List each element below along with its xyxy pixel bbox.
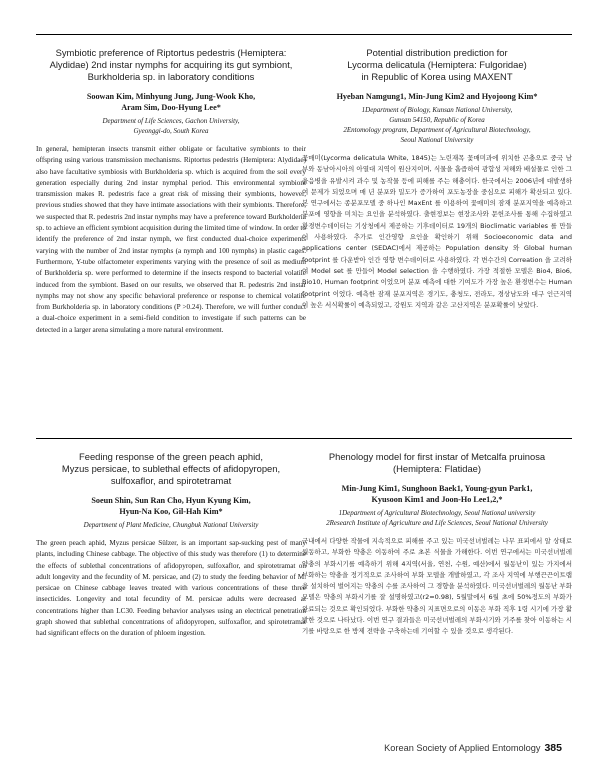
abstract-metcalfa-phenology <box>302 438 572 638</box>
abstract-lycorma-distribution <box>302 34 572 311</box>
abstract-symbiotic-preference <box>36 34 306 336</box>
abstract-authors: Soeun Shin, Sun Ran Cho, Hyun Kyung Kim, Hyun-Na Koo, Gil-Hah Kim* <box>91 496 251 516</box>
society-name: Korean Society of Applied Entomology <box>384 743 541 753</box>
abstract-title: Feeding response of the green peach aphid, Myzus persicae, to sublethal effects of afidopyropen, sulfoxaflor, and spirotetramat <box>61 451 281 486</box>
abstract-title: Potential distribution prediction for Lycorma delicatula (Hemiptera: Fulgoridae) in Republic of Korea using MAXENT <box>347 47 527 82</box>
abstract-title: Symbiotic preference of Riptortus pedestris (Hemiptera: Alydidae) 2nd instar nymphs for acquiring its gut symbiont, Burkholderia sp. in laboratory conditions <box>49 47 293 82</box>
abstract-body: 국내에서 다양한 작물에 지속적으로 피해를 주고 있는 미국선녀벌레는 나무 표피에서 알 상태로 월동하고, 부화한 약충은 이동하여 주로 초본 식물을 가해한다. 이번 연구에서는 미국선녀벌레 약충의 부화시기를 예측하기 위해 4지역(서울, 연천, 수원, 예산)에서 월동난이 있는 가지에서 부화하는 약충을 정기적으로 조사하여 부화 모델을 개발하였고, 각 조사 지역에 부행끈끈이트랩을 설치하여 벌어지는 약충의 수를 조사하여 그 경향을 분석하였다. 미국선녀벌레의 월동난 부화 모델은 약충의 부화시기를 잘 설명하였고(r2=0.98), 5월말에서 6월 초에 50%정도의 부화가 완료되는 것으로 확인되었다. 부화한 약충의 지표면으로의 이동은 부화 직후 1령 시기에 가장 활발한 것으로 나타났다. 이번 연구 결과들은 미국선녀벌레의 부화시기와 기주를 찾아 이동하는 시기를 바탕으로 한 방제 전략을 구축하는데 기여할 수 있을 것으로 생각된다. <box>302 537 572 636</box>
abstract-aphid-feeding-response <box>36 438 306 640</box>
abstract-authors: Hyeban Namgung1, Min-Jung Kim2 and Hyojoong Kim* <box>336 92 538 101</box>
abstract-affiliation: Department of Plant Medicine, Chungbuk National University <box>83 521 259 529</box>
abstract-affiliation: Department of Life Sciences, Gachon University, Gyeonggi-do, South Korea <box>102 117 240 135</box>
page-number: 385 <box>544 742 562 754</box>
page-footer <box>384 742 562 754</box>
abstract-title: Phenology model for first instar of Metcalfa pruinosa (Hemiptera: Flatidae) <box>328 451 546 474</box>
abstract-body: The green peach aphid, Myzus persicae Sülzer, is an important sap-sucking pest of many plants, including Chinese cabbage. The objective of this study was therefore (1) to determine the effects of sublethal concentrations of afidopyropen, sulfoxaflor, and spirotetramat on adult longevity and the fecundity of M. persicae, and (2) to study the feeding behavior of M. persicae on Chinese cabbage leaves treated with various concentrations of these three insecticides. Longevity and total fecundity of M. persicae adults were decreased at concentrations higher than LC30. Feeding behavior analyses using an electrical penetration graph showed that sublethal concentrations of afidopyropen, sulfoxaflor, and spirotetramat had significant effects on the duration of phloem ingestion. <box>36 539 306 638</box>
abstract-body: In general, hemipteran insects transmit either obligate or facultative symbionts to their offspring using various transmission mechanisms. Riptortus pedestris (Hemiptera: Alydidae) also have facultative symbiosis with Burkholderia sp. which is acquired from the soil every generation especially during 2nd instar nymphal period. This environmental symbiont transmission makes R. pedestris face a great risk of missing their symbionts, however, previous studies showed that they have intimate associations with their symbionts. Therefore, we suspected that R. pedestris 2nd instar nymphs may have a preference toward Burkholderia sp. to achieve an efficient symbiont acquisition during the limited time of window. In order to identify the preference of 2nd instar nymph, we first conducted dual-choice experiments varying with the number of 2nd instar nymphs (a nymph and 100 nymphs) in plastic cages. Furthermore, Y-tube olfactometer experiments varying with the presence of soil as medium of Burkholderia sp. were performed to determine if the insects respond to bacterial volatile induced from the symbiont. Based on our results, we observed that R. pedestris 2nd instar nymphs may not show any specific behavioral preference or response to chemical volatile from Burkholderia sp. in laboratory conditions (P >0.24). Therefore, we will further conduct a dual-choice experiment in a semi-field condition to investigate if such patterns can be detected in a larger arena simulating a more natural environment. <box>36 145 306 334</box>
abstract-body: 꽃매미(Lycorma delicatula White, 1845)는 노린재목 꽃매미과에 위치한 곤충으로 중국 남부와 동남아시아의 아열대 지역이 원산지이며, 식물을 흡즙하여 광합성 저해와 배설물로 인한 그을음병을 유발시켜 과수 및 농작물 등에 피해를 주는 해충이다. 한국에서는 2006년에 대발생하여 문제가 되었으며 매 년 분포와 밀도가 증가하여 포도농장을 중심으로 피해가 확산되고 있다. 본 연구에서는 종분포모델 중 하나인 MaxEnt 를 이용하여 꽃매미의 잠재 분포지역을 예측하고 분포에 영향을 미치는 요인을 분석하였다. 출현정보는 현장조사와 문헌조사를 통해 수집하였고 환경변수데이터는 기상청에서 제공하는 기후데이터로 19개의 Bioclimatic variables 를 만들어 사용하였다. 추가로 인간영향 요인을 확인하기 위해 Socioeconomic data and applications center (SEDAC)에서 제공하는 Population density 와 Global human footprint 를 다운받아 인간 영향 변수데이터로 사용하였다. 각 변수간의 Correation 을 고려하여 Model set 를 만들어 Model selection 을 수행하였다. 가장 적절한 모델은 Bio4, Bio6, Bio10, Human footprint 이었으며 분포 예측에 대한 기여도가 가장 높은 환경변수는 Human footprint 이었다. 예측한 잠재 분포지역은 경기도, 충청도, 전라도, 경상남도와 대구 인근지역이 높은 서식확률이 예측되었고, 강원도 지역과 같은 고산지역은 분포확률이 낮았다. <box>302 154 572 309</box>
abstract-affiliation: 1Department of Biology, Kunsan National University, Gunsan 54150, Republic of Korea 2Entomology program, Department of Agricultural Biotechnology, Seoul National University <box>343 106 531 144</box>
abstract-affiliation: 1Department of Agricultural Biotechnology, Seoul National university 2Research Institute of Agriculture and Life Sciences, Seoul National University <box>326 509 548 527</box>
abstract-authors: Soowan Kim, Minhyung Jung, Jung-Wook Kho, Aram Sim, Doo-Hyung Lee* <box>86 92 256 112</box>
abstract-authors: Min-Jung Kim1, Sunghoon Baek1, Young-gyun Park1, Kyusoon Kim1 and Joon-Ho Lee1,2,* <box>341 484 533 504</box>
